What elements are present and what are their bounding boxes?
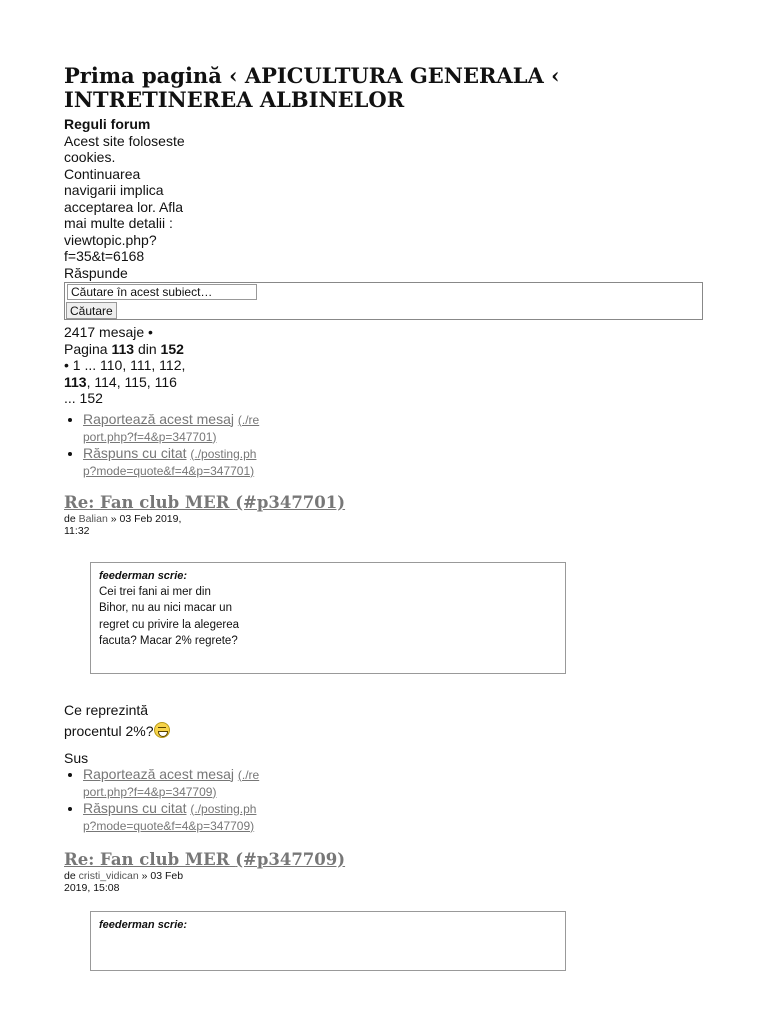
- search-button[interactable]: Căutare: [66, 302, 117, 319]
- post-title-text[interactable]: Re: Fan club MER: [64, 492, 230, 512]
- reply-link[interactable]: Răspunde: [64, 264, 128, 281]
- quote-text: Cei trei fani ai mer din Bihor, nu au nici macar un regret cu privire la alegerea facuta? Macar 2% regrete?: [99, 585, 239, 647]
- post-date: » 03 Feb 2019, 15:08: [64, 869, 184, 894]
- page-word: Pagina: [64, 340, 108, 357]
- quote-cite: feederman scrie:: [99, 918, 188, 931]
- quote-box: [90, 911, 566, 971]
- page-links-after[interactable]: , 114, 115, 116 ... 152: [64, 373, 177, 406]
- breadcrumb-subforum[interactable]: INTRETINEREA ALBINELOR: [64, 87, 405, 112]
- post-title-text[interactable]: Re: Fan club MER: [64, 849, 230, 869]
- action-item: [83, 411, 263, 445]
- post-count: 2417 mesaje •: [64, 324, 153, 340]
- breadcrumb: [64, 64, 704, 112]
- current-page: 113: [111, 340, 135, 357]
- quote-box: [90, 562, 566, 674]
- author-link[interactable]: cristi_vidican: [78, 869, 139, 882]
- post-anchor[interactable]: (#p347709): [235, 849, 346, 869]
- back-to-top-link[interactable]: Sus: [64, 749, 89, 766]
- breadcrumb-home[interactable]: Prima pagină: [64, 63, 222, 88]
- total-pages[interactable]: 152: [160, 340, 184, 357]
- post-text: Ce reprezintă procentul 2%?: [64, 701, 154, 739]
- page-links-before[interactable]: • 1 ... 110, 111, 112,: [64, 357, 186, 373]
- report-post-url[interactable]: (./report.php?f=4&p=347701): [83, 412, 260, 444]
- report-post-link[interactable]: Raportează acest mesaj: [83, 410, 234, 427]
- action-item: [83, 766, 263, 800]
- breadcrumb-forum[interactable]: APICULTURA GENERALA: [244, 63, 544, 88]
- quote-reply-link[interactable]: Răspuns cu citat: [83, 799, 187, 816]
- quote-reply-url[interactable]: (./posting.php?mode=quote&f=4&p=347709): [83, 801, 257, 833]
- post-body: [64, 700, 174, 742]
- by-word: de: [64, 869, 76, 882]
- post: [64, 493, 704, 834]
- post-anchor[interactable]: (#p347701): [235, 492, 346, 512]
- forum-page: [64, 64, 704, 971]
- report-post-link[interactable]: Raportează acest mesaj: [83, 765, 234, 782]
- search-form: [64, 282, 703, 320]
- author-link[interactable]: Balian: [78, 512, 108, 525]
- quote-cite: feederman scrie:: [99, 569, 188, 582]
- rules-link[interactable]: Reguli forum: [64, 116, 151, 132]
- by-word: de: [64, 512, 76, 525]
- quote-reply-link[interactable]: Răspuns cu citat: [83, 444, 187, 461]
- of-word: din: [137, 340, 157, 357]
- report-post-url[interactable]: (./report.php?f=4&p=347709): [83, 767, 260, 799]
- quote-reply-url[interactable]: (./posting.php?mode=quote&f=4&p=347701): [83, 446, 257, 478]
- grinning-face-icon: [154, 722, 170, 738]
- post-date: » 03 Feb 2019, 11:32: [64, 512, 182, 537]
- post-author-line: [64, 870, 189, 894]
- breadcrumb-separator: ‹: [543, 63, 560, 88]
- cookies-notice: Acest site foloseste cookies. Continuarea navigarii implica acceptarea lor. Afla mai multe detalii : viewtopic.php?f=35&t=6168: [64, 132, 185, 264]
- post-title[interactable]: [64, 850, 704, 870]
- action-item: [83, 800, 263, 834]
- post-actions-top: [64, 411, 263, 479]
- breadcrumb-separator: ‹: [221, 63, 245, 88]
- search-input[interactable]: [67, 284, 257, 300]
- post-title[interactable]: [64, 493, 704, 513]
- page-link-current: 113: [64, 373, 87, 390]
- post-author-line: [64, 513, 189, 537]
- pagination: [64, 324, 192, 407]
- post-actions: [64, 766, 263, 834]
- action-item: [83, 445, 263, 479]
- post: [64, 850, 704, 971]
